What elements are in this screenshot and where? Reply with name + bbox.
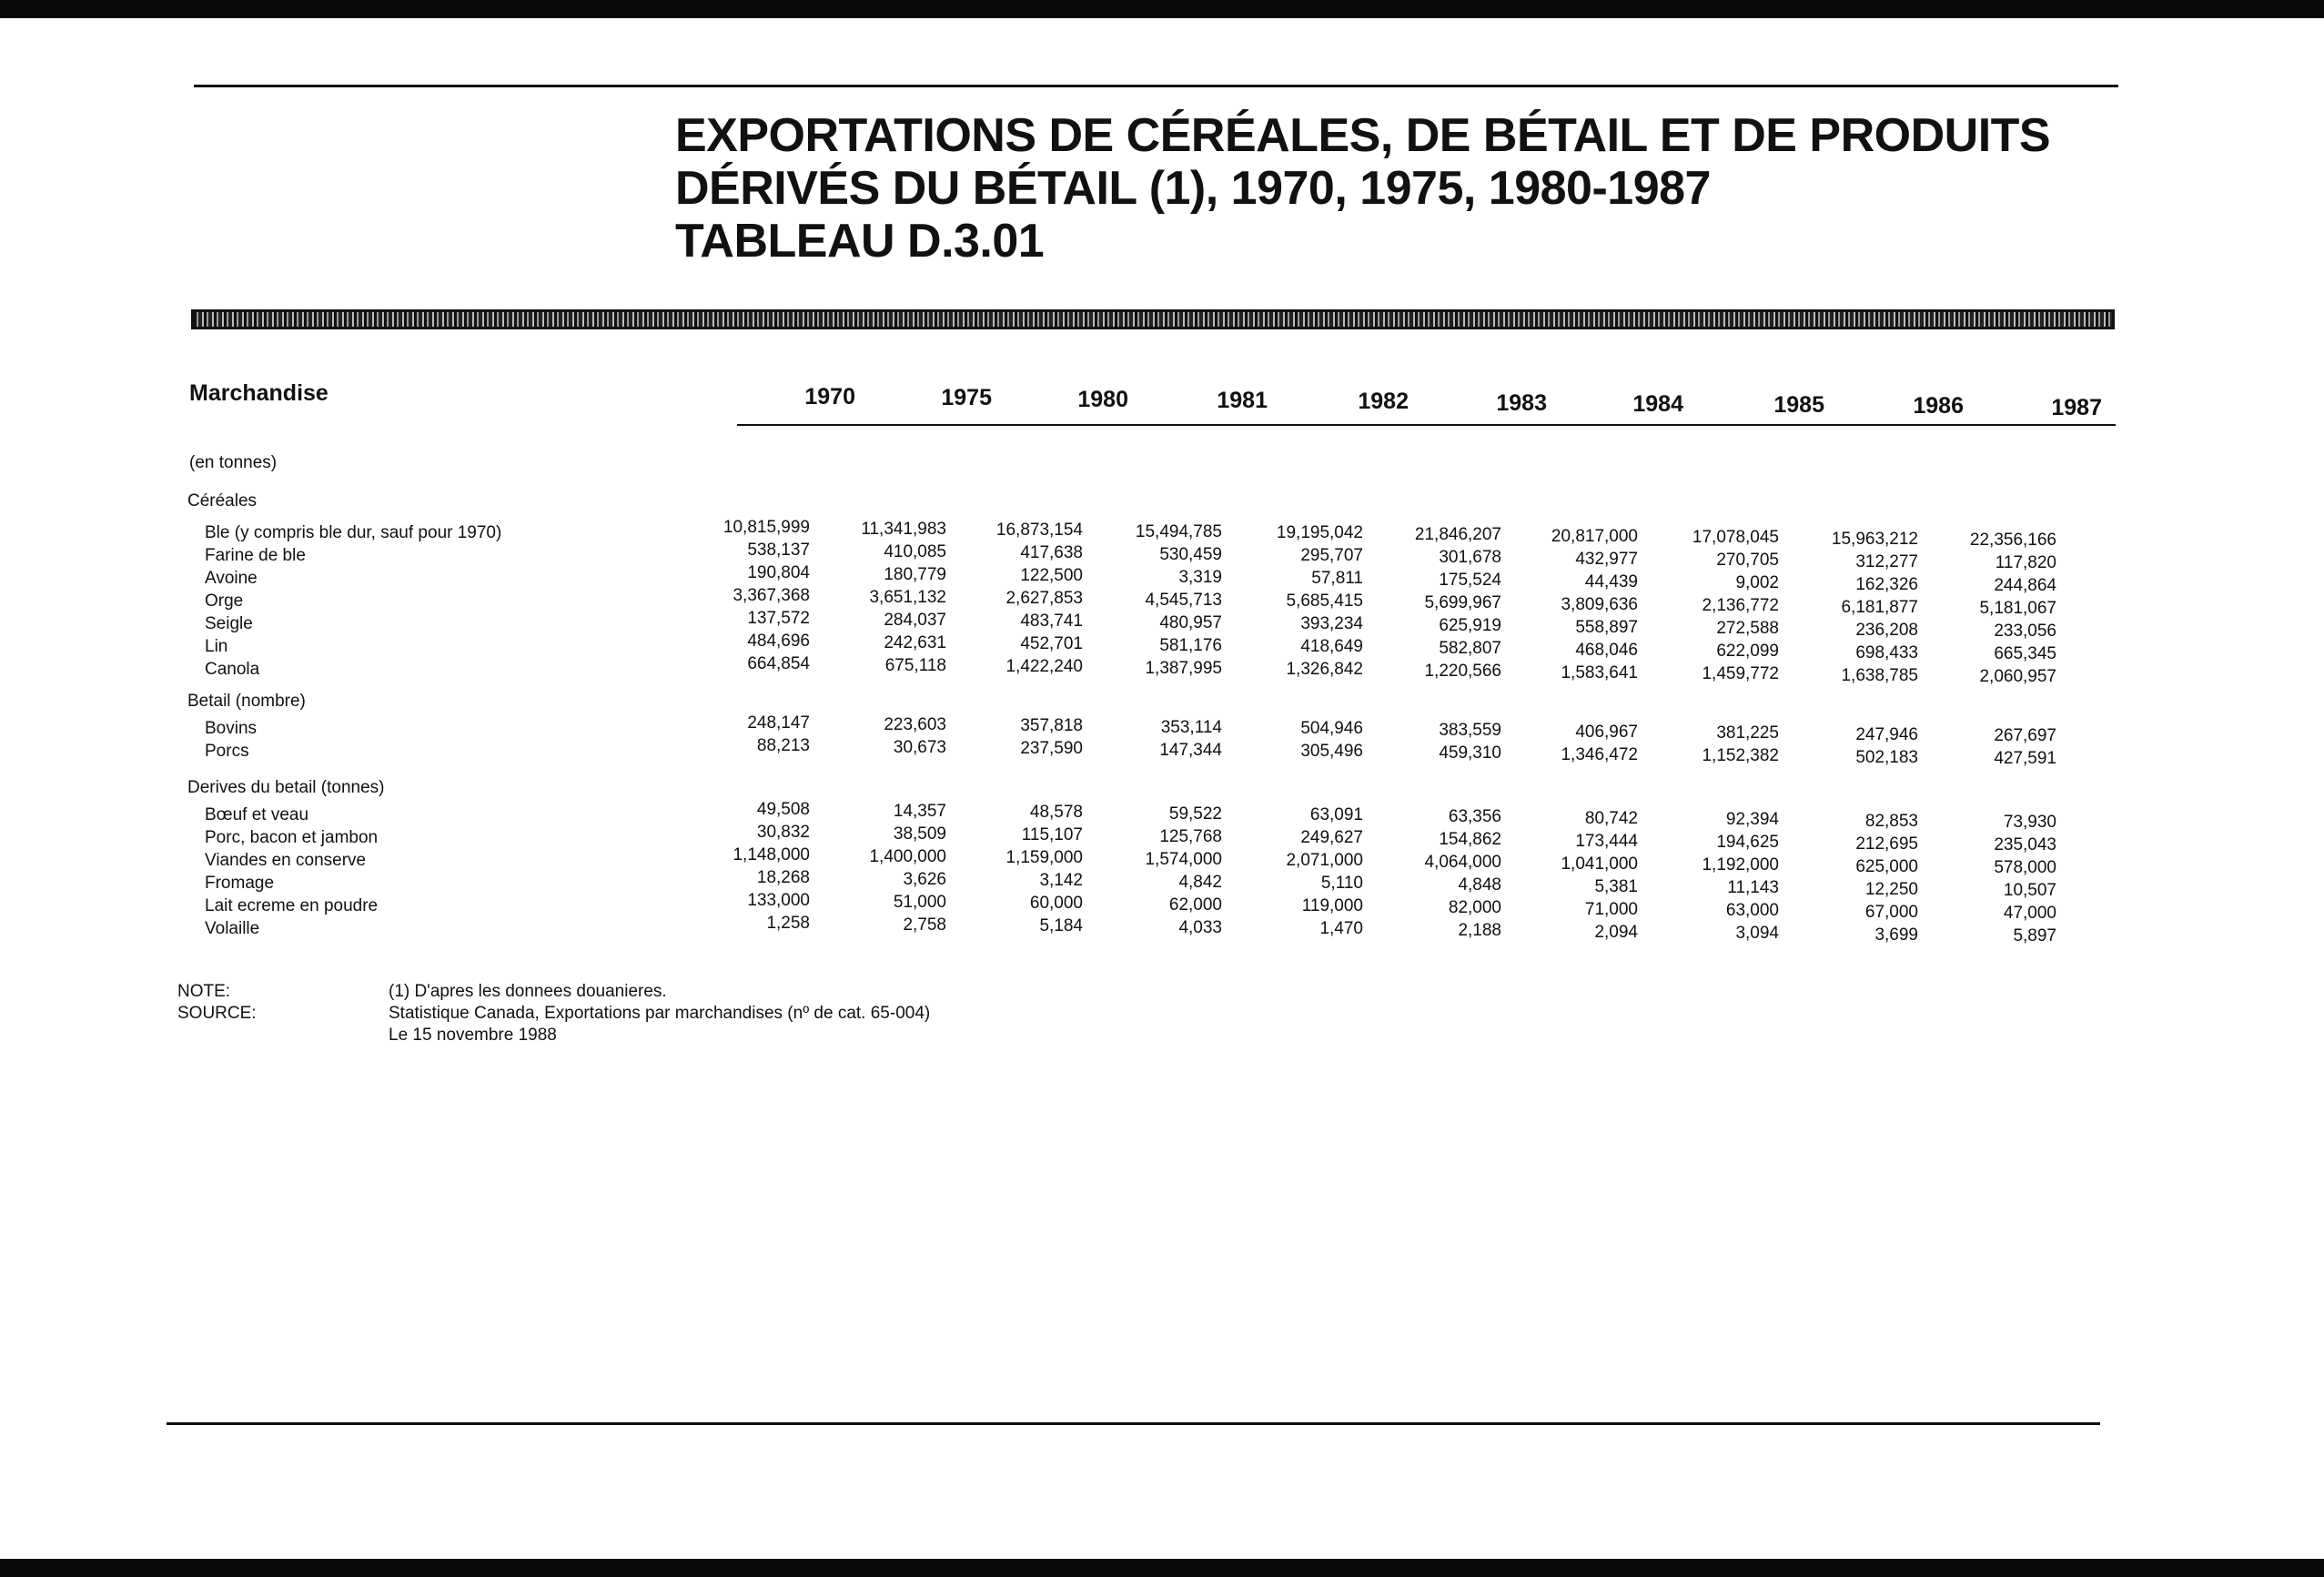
table-cell: 119,000 <box>1301 896 1363 916</box>
table-cell: 73,930 <box>2003 813 2056 833</box>
table-cell: 63,000 <box>1725 901 1779 921</box>
section-heading: Betail (nombre) <box>187 692 306 711</box>
table-cell: 173,444 <box>1575 831 1638 851</box>
table-cell: 301,678 <box>1439 548 1501 567</box>
table-cell: 502,183 <box>1855 747 1918 767</box>
table-cell: 10,815,999 <box>722 518 810 537</box>
year-header-cell: 1986 <box>1913 393 1964 420</box>
table-cell: 11,143 <box>1727 878 1779 898</box>
table-cell: 244,864 <box>1994 576 2056 596</box>
table-cell: 67,000 <box>1864 902 1918 922</box>
table-cell: 353,114 <box>1160 717 1222 737</box>
table-cell: 6,181,877 <box>1841 597 1918 617</box>
decorative-band <box>191 309 2115 329</box>
table-cell: 247,946 <box>1855 724 1918 744</box>
table-cell: 581,176 <box>1159 635 1222 655</box>
row-label: Orge <box>205 591 244 611</box>
table-cell: 5,381 <box>1594 876 1638 896</box>
date-text: Le 15 novembre 1988 <box>389 1026 557 1045</box>
table-cell: 2,627,853 <box>1005 589 1083 609</box>
table-cell: 393,234 <box>1300 614 1363 634</box>
year-header-cell: 1983 <box>1496 389 1547 416</box>
table-cell: 483,741 <box>1020 612 1083 632</box>
table-cell: 4,033 <box>1178 917 1222 937</box>
table-cell: 2,094 <box>1594 922 1638 942</box>
table-cell: 18,268 <box>756 868 810 887</box>
table-cell: 122,500 <box>1020 566 1083 586</box>
year-header-cell: 1987 <box>2051 394 2102 420</box>
table-cell: 62,000 <box>1168 895 1222 915</box>
table-cell: 3,367,368 <box>733 586 810 605</box>
table-cell: 12,250 <box>1864 879 1918 899</box>
note-label: NOTE: <box>177 982 231 1001</box>
table-cell: 664,854 <box>747 654 810 673</box>
table-cell: 4,842 <box>1178 872 1222 892</box>
table-cell: 235,043 <box>1994 835 2056 855</box>
table-cell: 1,192,000 <box>1702 855 1779 875</box>
row-label: Seigle <box>205 614 253 633</box>
unit-note: (en tonnes) <box>189 453 278 472</box>
table-cell: 452,701 <box>1020 634 1083 654</box>
table-cell: 82,000 <box>1448 898 1501 917</box>
table-cell: 11,341,983 <box>861 519 946 539</box>
table-cell: 272,588 <box>1716 619 1779 639</box>
table-cell: 3,319 <box>1178 567 1222 587</box>
table-cell: 538,137 <box>747 541 810 560</box>
table-cell: 305,496 <box>1300 742 1363 762</box>
row-label: Viandes en conserve <box>205 851 367 870</box>
table-cell: 582,807 <box>1439 639 1501 658</box>
table-cell: 2,758 <box>903 915 946 935</box>
table-cell: 212,695 <box>1855 834 1918 854</box>
row-label: Lait ecreme en poudre <box>205 896 379 915</box>
table-cell: 17,078,045 <box>1692 528 1779 548</box>
table-cell: 1,041,000 <box>1561 854 1638 874</box>
title-line-2: DÉRIVÉS DU BÉTAIL (1), 1970, 1975, 1980-1987 <box>675 162 1711 215</box>
table-cell: 357,818 <box>1020 716 1083 736</box>
table-cell: 137,572 <box>747 609 810 628</box>
table-cell: 3,809,636 <box>1561 594 1638 614</box>
table-cell: 4,848 <box>1458 875 1501 895</box>
row-label: Farine de ble <box>205 546 306 565</box>
table-cell: 147,344 <box>1159 740 1222 760</box>
table-cell: 57,811 <box>1311 569 1363 589</box>
table-cell: 1,422,240 <box>1005 657 1083 677</box>
table-cell: 223,603 <box>884 714 946 734</box>
table-cell: 427,591 <box>1994 749 2056 769</box>
table-cell: 20,817,000 <box>1551 526 1638 546</box>
table-cell: 5,110 <box>1320 874 1363 894</box>
table-cell: 578,000 <box>1994 858 2056 878</box>
row-label: Bovins <box>205 719 258 738</box>
table-cell: 295,707 <box>1300 546 1363 566</box>
section-heading: Céréales <box>187 491 258 511</box>
row-label: Lin <box>205 637 228 656</box>
table-cell: 312,277 <box>1855 551 1918 571</box>
table-cell: 21,846,207 <box>1414 525 1501 544</box>
table-cell: 1,326,842 <box>1286 660 1363 680</box>
table-cell: 3,699 <box>1874 925 1918 945</box>
table-cell: 2,071,000 <box>1286 851 1363 871</box>
table-cell: 1,258 <box>766 914 810 933</box>
table-cell: 49,508 <box>756 800 810 819</box>
table-cell: 154,862 <box>1439 830 1501 849</box>
table-cell: 622,099 <box>1716 642 1779 662</box>
table-cell: 22,356,166 <box>1969 531 2056 551</box>
row-label: Porcs <box>205 742 249 761</box>
table-cell: 1,574,000 <box>1145 849 1222 869</box>
table-cell: 1,583,641 <box>1561 662 1638 682</box>
table-cell: 417,638 <box>1020 543 1083 563</box>
row-label: Porc, bacon et jambon <box>205 828 379 847</box>
table-cell: 30,832 <box>756 823 810 842</box>
table-cell: 1,220,566 <box>1424 662 1501 681</box>
table-cell: 1,470 <box>1319 919 1363 939</box>
table-cell: 5,897 <box>2013 926 2056 946</box>
table-cell: 267,697 <box>1994 726 2056 746</box>
year-header-cell: 1984 <box>1632 390 1683 417</box>
table-cell: 162,326 <box>1855 574 1918 594</box>
table-cell: 15,963,212 <box>1831 529 1918 549</box>
row-label: Canola <box>205 660 260 679</box>
table-cell: 406,967 <box>1575 722 1638 742</box>
table-cell: 175,524 <box>1439 571 1501 590</box>
table-cell: 5,685,415 <box>1286 591 1363 612</box>
bottom-rule <box>167 1422 2100 1425</box>
table-cell: 381,225 <box>1716 723 1779 743</box>
table-cell: 236,208 <box>1855 620 1918 640</box>
table-cell: 71,000 <box>1584 899 1638 919</box>
table-cell: 3,094 <box>1735 924 1779 944</box>
table-cell: 698,433 <box>1855 642 1918 662</box>
table-cell: 38,509 <box>893 824 946 844</box>
row-label: Bœuf et veau <box>205 805 309 824</box>
table-cell: 9,002 <box>1735 573 1779 593</box>
year-header-cell: 1975 <box>941 385 992 411</box>
table-cell: 15,494,785 <box>1135 521 1222 541</box>
table-cell: 3,626 <box>903 869 946 889</box>
table-cell: 115,107 <box>1021 825 1083 845</box>
table-cell: 1,148,000 <box>733 845 810 864</box>
table-cell: 3,651,132 <box>869 587 946 607</box>
table-cell: 63,356 <box>1448 807 1501 826</box>
column-header-marchandise: Marchandise <box>189 380 328 406</box>
table-cell: 82,853 <box>1864 811 1918 831</box>
table-cell: 418,649 <box>1300 637 1363 657</box>
table-cell: 383,559 <box>1439 721 1501 740</box>
table-cell: 51,000 <box>893 892 946 912</box>
table-cell: 60,000 <box>1029 894 1083 914</box>
table-cell: 180,779 <box>884 564 946 584</box>
year-header-cell: 1980 <box>1077 386 1128 412</box>
table-cell: 237,590 <box>1020 739 1083 759</box>
table-cell: 47,000 <box>2003 904 2056 924</box>
table-cell: 4,064,000 <box>1424 853 1501 872</box>
table-cell: 1,459,772 <box>1702 664 1779 684</box>
scan-border-top <box>0 0 2324 18</box>
table-cell: 242,631 <box>884 632 946 652</box>
table-cell: 410,085 <box>884 541 946 561</box>
table-cell: 5,699,967 <box>1424 593 1501 612</box>
year-header-cell: 1970 <box>804 384 855 409</box>
page-title <box>675 109 2051 268</box>
top-rule <box>194 85 2118 87</box>
table-cell: 5,184 <box>1039 916 1083 936</box>
year-header-row <box>737 384 2116 420</box>
table-cell: 530,459 <box>1159 544 1222 564</box>
year-header-cell: 1982 <box>1358 389 1409 415</box>
table-cell: 2,060,957 <box>1979 667 2056 687</box>
table-cell: 480,957 <box>1159 612 1222 632</box>
title-line-3: TABLEAU D.3.01 <box>675 215 1045 268</box>
table-cell: 2,188 <box>1458 921 1501 940</box>
table-cell: 625,919 <box>1439 616 1501 635</box>
table-cell: 665,345 <box>1994 644 2056 664</box>
table-cell: 133,000 <box>747 891 810 910</box>
table-cell: 2,136,772 <box>1702 596 1779 616</box>
source-text: Statistique Canada, Exportations par marchandises (nº de cat. 65-004) <box>389 1004 931 1023</box>
table-cell: 88,213 <box>756 736 810 755</box>
table-cell: 44,439 <box>1584 571 1638 591</box>
table-cell: 249,627 <box>1300 828 1363 848</box>
table-cell: 190,804 <box>747 563 810 582</box>
table-cell: 59,522 <box>1168 804 1222 824</box>
table-cell: 194,625 <box>1716 833 1779 853</box>
table-cell: 1,159,000 <box>1005 848 1083 868</box>
table-cell: 3,142 <box>1039 871 1083 891</box>
year-header-cell: 1985 <box>1773 392 1824 419</box>
table-cell: 10,507 <box>2003 881 2056 901</box>
table-cell: 63,091 <box>1309 805 1363 825</box>
table-cell: 48,578 <box>1029 803 1083 823</box>
table-cell: 284,037 <box>884 610 946 630</box>
title-line-1: EXPORTATIONS DE CÉRÉALES, DE BÉTAIL ET DE PRODUITS <box>675 109 2051 162</box>
table-cell: 504,946 <box>1300 719 1363 739</box>
note-text: (1) D'apres les donnees douanieres. <box>389 982 667 1001</box>
table-cell: 675,118 <box>884 655 946 675</box>
scan-border-bottom <box>0 1559 2324 1577</box>
table-cell: 625,000 <box>1855 856 1918 876</box>
table-cell: 270,705 <box>1716 551 1779 571</box>
row-label: Volaille <box>205 919 260 938</box>
header-rule <box>737 424 2116 426</box>
table-cell: 459,310 <box>1439 743 1501 763</box>
section-heading: Derives du betail (tonnes) <box>187 778 385 797</box>
table-cell: 432,977 <box>1575 549 1638 569</box>
table-cell: 1,152,382 <box>1702 746 1779 766</box>
table-cell: 248,147 <box>747 713 810 733</box>
row-label: Ble (y compris ble dur, sauf pour 1970) <box>205 523 502 542</box>
table-cell: 92,394 <box>1725 810 1779 830</box>
table-cell: 19,195,042 <box>1276 523 1363 543</box>
table-cell: 125,768 <box>1159 826 1222 846</box>
table-cell: 5,181,067 <box>1979 599 2056 619</box>
table-cell: 1,638,785 <box>1841 665 1918 685</box>
table-cell: 484,696 <box>747 632 810 651</box>
table-cell: 233,056 <box>1994 622 2056 642</box>
table-cell: 16,873,154 <box>995 521 1083 541</box>
table-cell: 1,400,000 <box>869 846 946 866</box>
table-cell: 558,897 <box>1575 617 1638 637</box>
table-cell: 1,387,995 <box>1145 658 1222 678</box>
row-label: Avoine <box>205 569 258 588</box>
table-cell: 117,820 <box>1995 553 2056 573</box>
table-cell: 80,742 <box>1584 808 1638 828</box>
table-cell: 468,046 <box>1575 640 1638 660</box>
table-cell: 14,357 <box>893 801 946 821</box>
source-label: SOURCE: <box>177 1004 257 1023</box>
row-label: Fromage <box>205 874 275 893</box>
table-cell: 4,545,713 <box>1145 590 1222 610</box>
table-cell: 1,346,472 <box>1561 744 1638 764</box>
year-header-cell: 1981 <box>1217 387 1268 413</box>
table-cell: 30,673 <box>893 737 946 757</box>
